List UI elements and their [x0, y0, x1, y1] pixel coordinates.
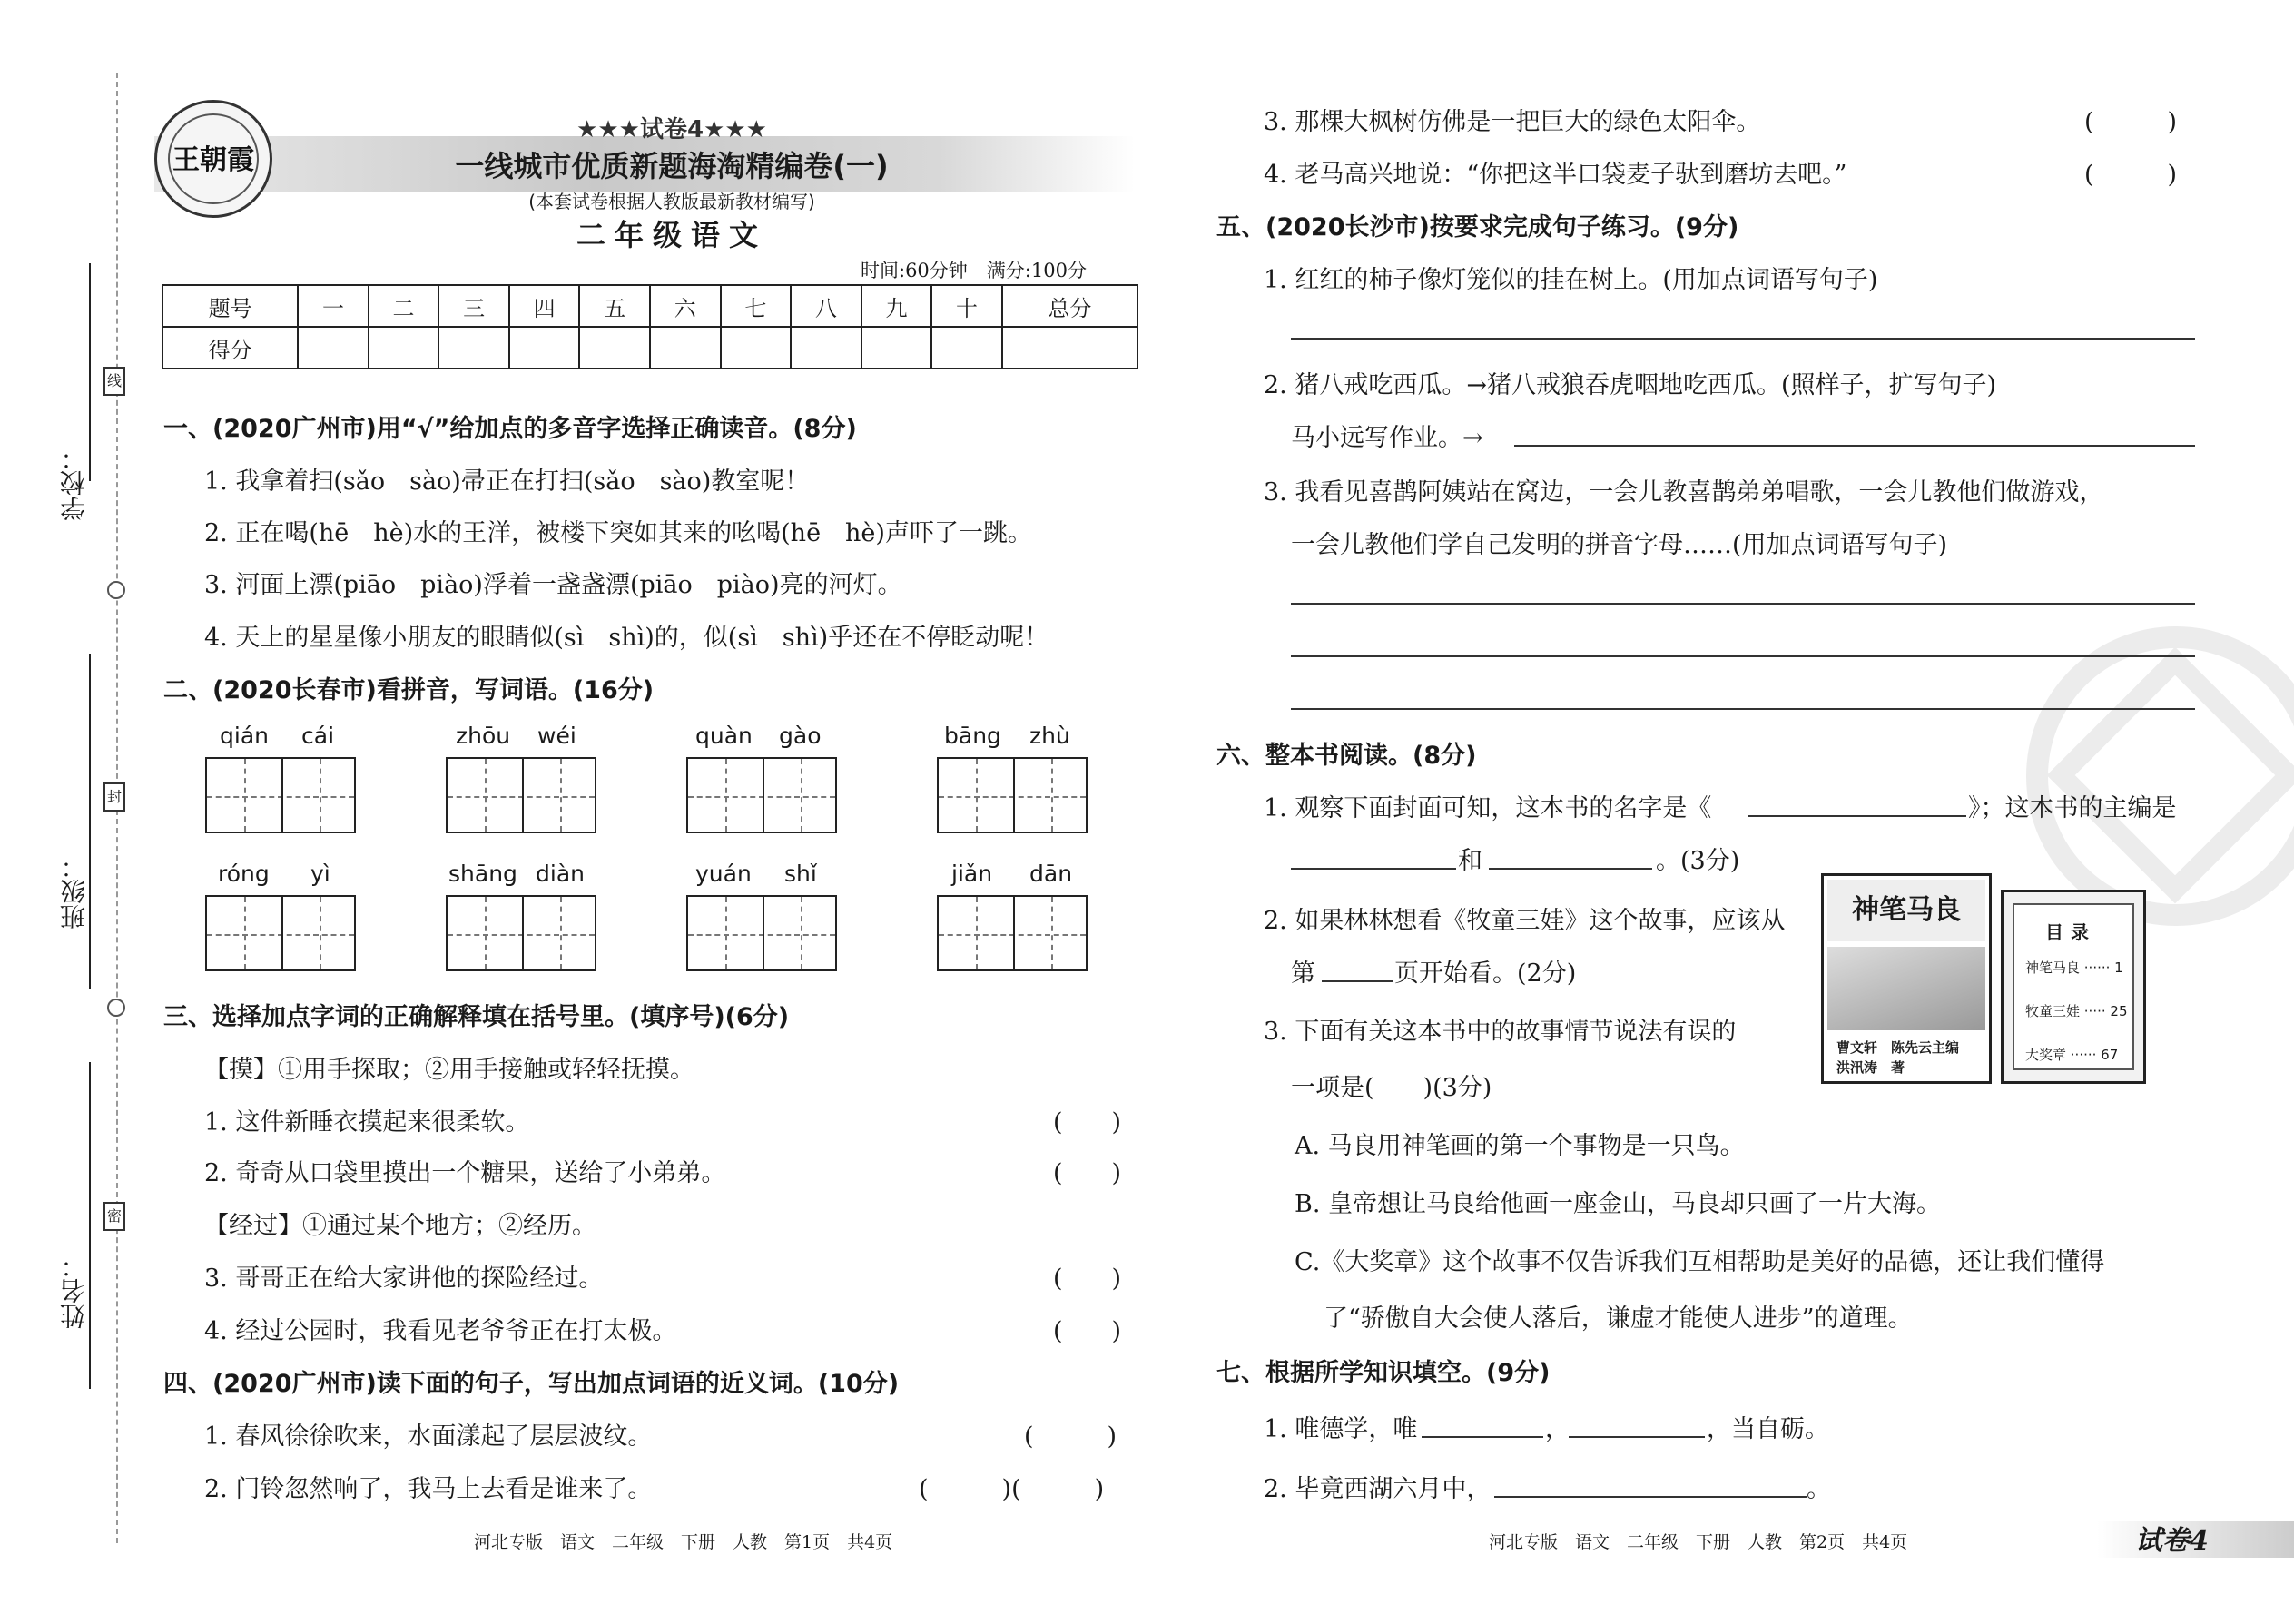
answer-line[interactable] [1322, 980, 1393, 982]
s7-question-2: 2. 毕竟西湖六月中， [1264, 1475, 1492, 1503]
pinyin: qián [220, 723, 269, 749]
answer-paren[interactable]: ( ) [1053, 1159, 1122, 1187]
answer-line[interactable] [1291, 603, 2195, 605]
s4-question-1: 1. 春风徐徐吹来，水面漾起了层层波纹。 [204, 1422, 653, 1451]
pinyin: zhù [1029, 723, 1070, 749]
pinyin: yì [310, 861, 330, 887]
s6-option-c-cont: 了“骄傲自大会使人落后，谦虚才能使人进步”的道理。 [1324, 1304, 1913, 1333]
writing-grid[interactable] [686, 895, 837, 971]
brand-logo [154, 100, 272, 218]
toc-page: 1 [2114, 960, 2123, 976]
book-title: 神笔马良 [1827, 880, 1985, 941]
s6-question-2-prefix: 第 [1291, 960, 1315, 988]
s3-question-1: 1. 这件新睡衣摸起来很柔软。 [204, 1108, 530, 1137]
pinyin: jiǎn [951, 861, 993, 887]
s6-question-2-suffix: 页开始看。(2分) [1394, 960, 1577, 988]
paper-label: ★★★试卷4★★★ [576, 116, 767, 143]
answer-line[interactable] [1291, 868, 1456, 870]
s5-question-2: 2. 猪八戒吃西瓜。→猪八戒狼吞虎咽地吃西瓜。(照样子，扩写句子) [1264, 371, 1997, 399]
score-cell[interactable] [369, 327, 439, 369]
toc-entry: 神笔马良 ······ 1 [2025, 960, 2123, 976]
s3-definition-1: 【摸】①用手探取；②用手接触或轻轻抚摸。 [204, 1056, 694, 1084]
section-6-title: 六、整本书阅读。(8分) [1216, 742, 1477, 770]
table-cell: 十 [931, 285, 1002, 327]
section-4-title: 四、(2020广州市)读下面的句子，写出加点词语的近义词。(10分) [163, 1370, 900, 1398]
footer-tag: 试卷4 [2135, 1525, 2209, 1557]
score-cell[interactable] [650, 327, 721, 369]
score-cell[interactable] [438, 327, 509, 369]
writing-grid[interactable] [686, 757, 837, 833]
footer-left: 河北专版 语文 二年级 下册 人教 第1页 共4页 [474, 1532, 893, 1552]
pinyin: shāng [448, 861, 517, 887]
s6-question-3-cont: 一项是( )(3分) [1291, 1074, 1492, 1102]
writing-grid[interactable] [205, 895, 356, 971]
series-title: 一线城市优质新题海淘精编卷(一) [455, 149, 889, 183]
s6-question-1-and: 和 [1458, 847, 1482, 875]
s4-question-2: 2. 门铃忽然响了，我马上去看是谁来了。 [204, 1475, 653, 1503]
score-cell[interactable] [579, 327, 650, 369]
pinyin: bāng [944, 723, 1001, 749]
s6-question-2: 2. 如果林林想看《牧童三娃》这个故事，应该从 [1264, 907, 1786, 935]
score-cell[interactable] [509, 327, 580, 369]
table-cell: 九 [861, 285, 932, 327]
table-cell: 五 [579, 285, 650, 327]
answer-paren[interactable]: ( ) [1053, 1108, 1122, 1137]
writing-grid[interactable] [446, 757, 596, 833]
margin-mark: 线 [103, 367, 125, 396]
pinyin: cái [301, 723, 335, 749]
s1-question-1: 1. 我拿着扫(sǎo sào)帚正在打扫(sǎo sào)教室呢！ [204, 468, 810, 496]
answer-paren[interactable]: ( ) [1024, 1422, 1117, 1451]
section-5-title: 五、(2020长沙市)按要求完成句子练习。(9分) [1216, 213, 1739, 241]
footer-right: 河北专版 语文 二年级 下册 人教 第2页 共4页 [1489, 1532, 1908, 1552]
score-cell[interactable] [721, 327, 792, 369]
pinyin: róng [218, 861, 270, 887]
score-cell[interactable] [791, 327, 861, 369]
s7-comma: ， [1545, 1415, 1570, 1443]
score-cell[interactable] [861, 327, 932, 369]
school-label: 学校： [59, 445, 89, 521]
pinyin: quàn [695, 723, 753, 749]
table-row [162, 285, 1137, 327]
section-3-title: 三、选择加点字词的正确解释填在括号里。(填序号)(6分) [163, 1003, 790, 1031]
score-table [162, 284, 1138, 369]
s6-option-a: A. 马良用神笔画的第一个事物是一只鸟。 [1295, 1132, 1745, 1160]
s5-question-2-prompt: 马小远写作业。→ [1291, 424, 1483, 452]
s1-question-2: 2. 正在喝(hē hè)水的王洋，被楼下突如其来的吆喝(hē hè)声吓了一跳。 [204, 519, 1032, 547]
pinyin: zhōu [456, 723, 511, 749]
table-row [162, 327, 1137, 369]
s3-question-2: 2. 奇奇从口袋里摸出一个糖果，送给了小弟弟。 [204, 1159, 726, 1187]
s3-question-3: 3. 哥哥正在给大家讲他的探险经过。 [204, 1265, 604, 1293]
margin-mark: 封 [103, 782, 125, 812]
subject-title: 二年级语文 [576, 218, 767, 252]
toc-page: 25 [2110, 1003, 2128, 1019]
answer-line[interactable] [1291, 708, 2195, 710]
toc-name: 牧童三娃 [2025, 1003, 2081, 1019]
answer-paren[interactable]: ( )( ) [919, 1475, 1105, 1503]
toc-title: 目录 [2045, 921, 2096, 943]
answer-paren[interactable]: ( ) [2084, 161, 2178, 189]
table-cell: 总分 [1002, 285, 1137, 327]
cover-illustration [1827, 947, 1985, 1030]
s5-question-1: 1. 红红的柿子像灯笼似的挂在树上。(用加点词语写句子) [1264, 266, 1878, 294]
answer-paren[interactable]: ( ) [1053, 1317, 1122, 1345]
toc-page: 67 [2101, 1047, 2119, 1063]
s7-question-2-end: 。 [1807, 1475, 1831, 1503]
answer-line[interactable] [1748, 815, 1966, 817]
answer-line[interactable] [1489, 868, 1652, 870]
s3-definition-2: 【经过】①通过某个地方；②经历。 [204, 1212, 596, 1240]
writing-grid[interactable] [446, 895, 596, 971]
table-cell: 四 [509, 285, 580, 327]
class-label: 班级： [59, 853, 89, 930]
s4-question-4: 4. 老马高兴地说：“你把这半口袋麦子驮到磨坊去吧。” [1264, 161, 1847, 189]
book-toc [2001, 890, 2146, 1084]
book-author: 洪汛涛 著 [1836, 1059, 1905, 1076]
table-cell: 七 [721, 285, 792, 327]
s1-question-4: 4. 天上的星星像小朋友的眼睛似(sì shì)的，似(sì shì)乎还在不停眨动呢！ [204, 624, 1049, 652]
toc-entry: 牧童三娃 ····· 25 [2025, 1003, 2128, 1019]
s6-question-1: 1. 观察下面封面可知，这本书的名字是《 [1264, 794, 1712, 822]
table-cell: 得分 [162, 327, 298, 369]
s5-question-3: 3. 我看见喜鹊阿姨站在窝边，一会儿教喜鹊弟弟唱歌，一会儿教他们做游戏， [1264, 478, 2104, 507]
writing-grid[interactable] [937, 757, 1088, 833]
answer-line[interactable] [1569, 1436, 1705, 1438]
toc-name: 大奖章 [2025, 1047, 2067, 1063]
pinyin: dān [1029, 861, 1073, 887]
s6-question-1-score: 。(3分) [1656, 847, 1740, 875]
watermark-seal [2026, 626, 2294, 926]
subtitle: (本套试卷根据人教版最新教材编写) [528, 191, 815, 212]
toc-entry: 大奖章 ······ 67 [2025, 1047, 2119, 1063]
score-cell[interactable] [298, 327, 369, 369]
writing-grid[interactable] [205, 757, 356, 833]
toc-name: 神笔马良 [2025, 960, 2081, 976]
answer-line[interactable] [1291, 338, 2195, 340]
margin-mark: 密 [103, 1202, 125, 1231]
score-cell[interactable] [1002, 327, 1137, 369]
s6-option-b: B. 皇帝想让马良给他画一座金山，马良却只画了一片大海。 [1295, 1190, 1942, 1218]
s6-question-3: 3. 下面有关这本书中的故事情节说法有误的 [1264, 1018, 1737, 1046]
answer-paren[interactable]: ( ) [1053, 1265, 1122, 1293]
s5-question-3-cont: 一会儿教他们学自己发明的拼音字母……(用加点词语写句子) [1291, 531, 1948, 559]
pinyin: gào [779, 723, 822, 749]
table-cell: 六 [650, 285, 721, 327]
binding-hole [107, 581, 125, 599]
answer-paren[interactable]: ( ) [2084, 108, 2178, 136]
name-label: 姓名： [59, 1253, 89, 1329]
book-cover [1821, 873, 1992, 1084]
answer-line[interactable] [1422, 1436, 1543, 1438]
pinyin: diàn [536, 861, 585, 887]
s1-question-3: 3. 河面上漂(piāo piào)浮着一盏盏漂(piāo piào)亮的河灯。 [204, 571, 902, 599]
answer-line[interactable] [1291, 655, 2195, 657]
s7-question-1-end: ，当自砺。 [1707, 1415, 1829, 1443]
table-cell: 三 [438, 285, 509, 327]
s7-question-1: 1. 唯德学，唯 [1264, 1415, 1418, 1443]
s4-question-3: 3. 那棵大枫树仿佛是一把巨大的绿色太阳伞。 [1264, 108, 1761, 136]
s6-option-c: C.《大奖章》这个故事不仅告诉我们互相帮助是美好的品德，还让我们懂得 [1295, 1248, 2105, 1276]
s6-question-1-cont: 》；这本书的主编是 [1968, 794, 2177, 822]
table-cell: 一 [298, 285, 369, 327]
logo-text: 王朝霞 [168, 113, 259, 204]
answer-line[interactable] [1494, 1496, 1807, 1498]
answer-line[interactable] [1514, 445, 2195, 447]
table-cell: 题号 [162, 285, 298, 327]
margin-line [89, 1062, 91, 1389]
table-cell: 八 [791, 285, 861, 327]
book-editors: 曹文轩 陈先云主编 [1836, 1039, 1960, 1056]
table-cell: 二 [369, 285, 439, 327]
s3-question-4: 4. 经过公园时，我看见老爷爷正在打太极。 [204, 1317, 677, 1345]
writing-grid[interactable] [937, 895, 1088, 971]
pinyin: yuán [695, 861, 752, 887]
section-7-title: 七、根据所学知识填空。(9分) [1216, 1359, 1551, 1387]
pinyin: shǐ [784, 861, 817, 887]
binding-hole [107, 999, 125, 1017]
time-info: 时间:60分钟 满分:100分 [861, 260, 1087, 281]
section-2-title: 二、(2020长春市)看拼音，写词语。(16分) [163, 676, 655, 704]
section-1-title: 一、(2020广州市)用“√”给加点的多音字选择正确读音。(8分) [163, 415, 857, 443]
score-cell[interactable] [931, 327, 1002, 369]
pinyin: wéi [537, 723, 576, 749]
margin-line [89, 654, 91, 989]
